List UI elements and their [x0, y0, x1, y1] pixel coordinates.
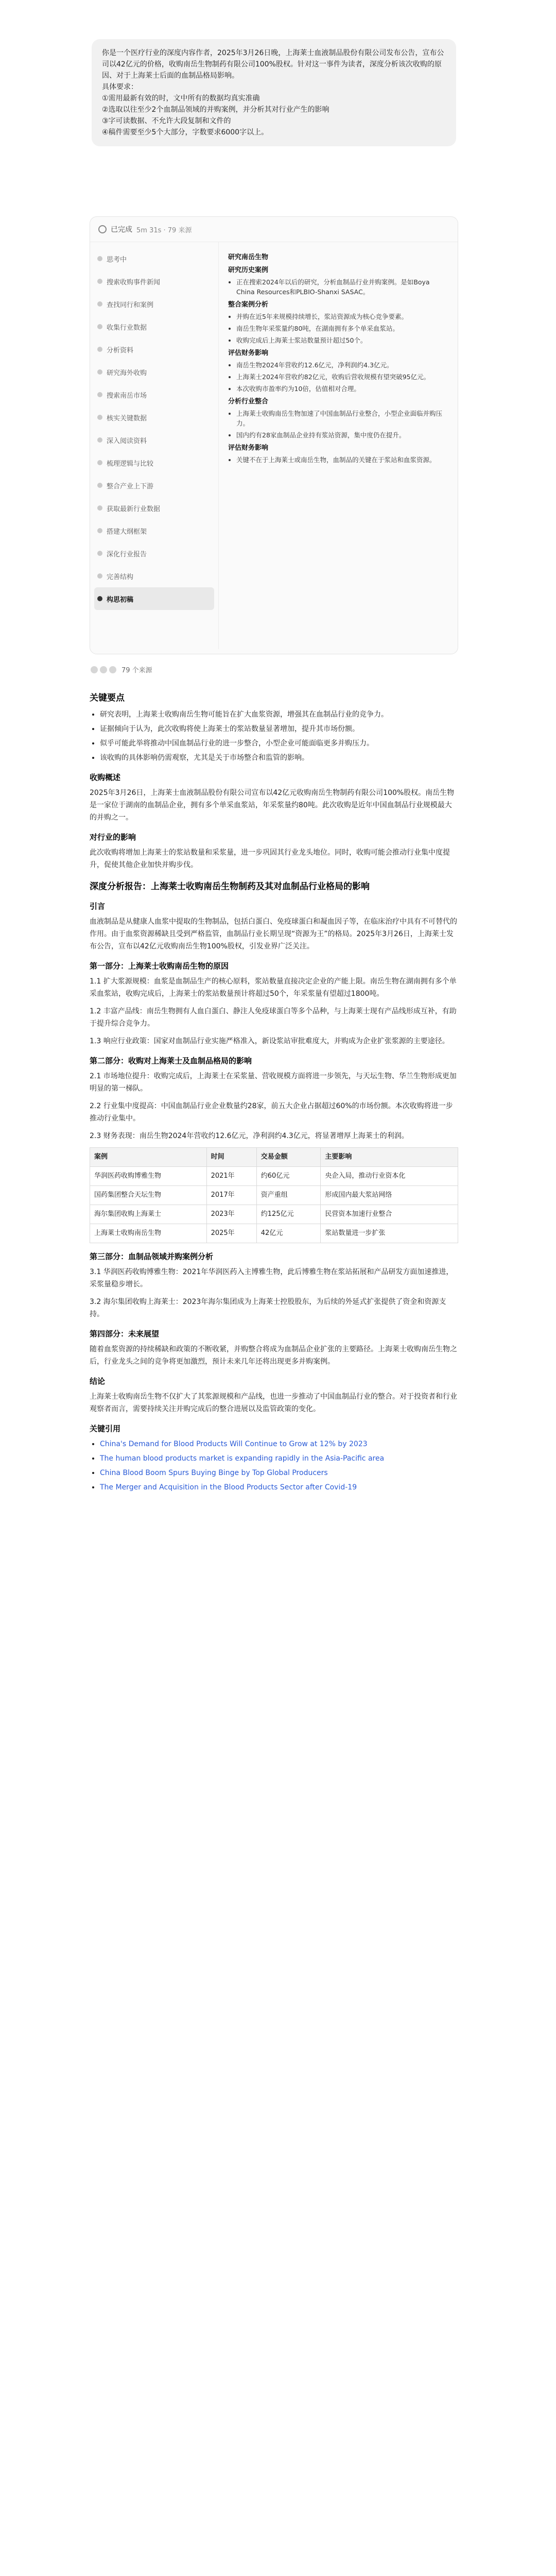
table-header-cell: 时间: [206, 1148, 256, 1167]
table-cell: 约60亿元: [256, 1167, 321, 1186]
part2-paragraph: 2.1 市场地位提升：收购完成后，上海莱士在采浆量、营收规模方面将进一步领先，与天坛生物、华兰生物形成更加明显的第一梯队。: [90, 1072, 457, 1093]
table-cell: 42亿元: [256, 1224, 321, 1243]
impact-text: 此次收购将增加上海莱士的浆站数量和采浆量，进一步巩固其行业龙头地位。同时，收购可能会推动行业集中度提升，促使其他企业加快并购步伐。: [90, 849, 450, 869]
step-dot-icon: [97, 301, 102, 307]
table-cell: 2025年: [206, 1224, 256, 1243]
table-row: [90, 1167, 458, 1186]
thinking-timer: 5m 31s · 79 来源: [136, 226, 192, 234]
thinking-step[interactable]: 搜索南岳市场: [94, 383, 214, 406]
table-cell: 华润医药收购博雅生物: [90, 1167, 207, 1186]
citation-link[interactable]: The human blood products market is expanding rapidly in the Asia-Pacific area: [100, 1454, 385, 1463]
detail-item: • 南岳生物2024年营收约12.6亿元，净利润约4.3亿元。: [236, 360, 448, 370]
table-row: [90, 1224, 458, 1243]
thinking-step[interactable]: 深化行业报告: [94, 542, 214, 565]
source-avatar: [108, 665, 117, 674]
citation-link[interactable]: China's Demand for Blood Products Will Continue to Grow at 12% by 2023: [100, 1440, 368, 1448]
source-avatar: [99, 665, 108, 674]
detail-item: • 关键不在于上海莱士或南岳生物，血制品的关键在于浆站和血浆资源。: [236, 455, 448, 465]
table-cell: 2023年: [206, 1205, 256, 1224]
report-title: 深度分析报告：上海莱士收购南岳生物制药及其对血制品行业格局的影响: [90, 882, 370, 892]
detail-heading: 研究历史案例: [228, 266, 269, 274]
step-dot-icon: [97, 279, 102, 284]
prompt-line: ③字可读数据、不允许大段复制和文件的: [102, 117, 231, 125]
thinking-steps-list: [90, 242, 219, 649]
prompt-line: ④稿件需要至少5个大部分，字数要求6000字以上。: [102, 128, 269, 137]
event-text: 2025年3月26日，上海莱士血液制品股份有限公司宣布以42亿元收购南岳生物制药有限公司100%股权。南岳生物是一家位于湖南的血制品企业，拥有多个单采血浆站，年采浆量约80吨。此次收购是近年中国血制品行业规模最大的并购之一。: [90, 789, 455, 822]
table-row: [90, 1205, 458, 1224]
thinking-step[interactable]: 核实关键数据: [94, 406, 214, 429]
citations-title: 关键引用: [90, 1424, 121, 1433]
intro-title: 引言: [90, 902, 106, 911]
key-point: • 似乎可能此举将推动中国血制品行业的进一步整合，小型企业可能面临更多并购压力。: [100, 737, 458, 750]
prompt-line: 具体要求：: [102, 83, 138, 91]
step-dot-icon: [97, 528, 102, 533]
table-cell: 资产重组: [256, 1186, 321, 1205]
step-dot-icon: [97, 415, 102, 420]
step-dot-icon: [97, 573, 102, 579]
table-cell: 2017年: [206, 1186, 256, 1205]
thinking-step[interactable]: 查找同行和案例: [94, 293, 214, 315]
thinking-step[interactable]: 思考中: [94, 247, 214, 270]
thinking-step[interactable]: 收集行业数据: [94, 315, 214, 338]
step-dot-icon: [97, 392, 102, 397]
detail-heading: 分析行业整合: [228, 398, 269, 405]
key-point: • 研究表明，上海莱士收购南岳生物可能旨在扩大血浆资源，增强其在血制品行业的竞争力。: [100, 708, 458, 721]
table-header-row: [90, 1148, 458, 1167]
intro-text: 血液制品是从健康人血浆中提取的生物制品，包括白蛋白、免疫球蛋白和凝血因子等，在临床治疗中具有不可替代的作用。由于血浆资源稀缺且受到严格监管，血制品行业长期呈现“资源为王”的格局。2025年3月26日，上海莱士发布公告，宣布以42亿元收购南岳生物100%股权，引发业界广泛关注。: [90, 918, 457, 951]
part2-title: 第二部分：收购对上海莱士及血制品格局的影响: [90, 1056, 252, 1065]
thinking-step[interactable]: 获取最新行业数据: [94, 497, 214, 519]
table-header-cell: 案例: [90, 1148, 207, 1167]
part4-text: 随着血浆资源的持续稀缺和政策的不断收紧，并购整合将成为血制品企业扩张的主要路径。上海莱士收购南岳生物之后，行业龙头之间的竞争将更加激烈，预计未来几年还将出现更多并购案例。: [90, 1345, 457, 1366]
step-dot-icon: [97, 256, 102, 261]
detail-item: • 国内约有28家血制品企业持有浆站资源，集中度仍在提升。: [236, 430, 448, 440]
thinking-step[interactable]: 完善结构: [94, 565, 214, 587]
detail-item: • 并购在近5年来规模持续增长，浆站资源成为核心竞争要素。: [236, 312, 448, 321]
step-dot-icon: [97, 551, 102, 556]
part3-paragraph: 3.1 华润医药收购博雅生物：2021年华润医药入主博雅生物，此后博雅生物在浆站拓展和产品研发方面加速推进，采浆量稳步增长。: [90, 1268, 454, 1289]
part3-title: 第三部分：血制品领域并购案例分析: [90, 1252, 214, 1261]
answer-body: [90, 683, 458, 1499]
table-cell: 民营资本加速行业整合: [321, 1205, 458, 1224]
thinking-step[interactable]: 分析资料: [94, 338, 214, 361]
sources-row[interactable]: [90, 665, 152, 674]
table-cell: 央企入局，推动行业资本化: [321, 1167, 458, 1186]
detail-item: • 收购完成后上海莱士浆站数量预计超过50个。: [236, 335, 448, 345]
detail-item: • 南岳生物年采浆量约80吨，在湖南拥有多个单采血浆站。: [236, 324, 448, 333]
table-cell: 国药集团整合天坛生物: [90, 1186, 207, 1205]
detail-title: 研究南岳生物: [228, 253, 269, 261]
table-header-cell: 主要影响: [321, 1148, 458, 1167]
table-cell: 形成国内最大浆站网络: [321, 1186, 458, 1205]
table-header-cell: 交易金额: [256, 1148, 321, 1167]
table-cell: 约125亿元: [256, 1205, 321, 1224]
conclusion-text: 上海莱士收购南岳生物不仅扩大了其浆源规模和产品线，也进一步推动了中国血制品行业的整合。对于投资者和行业观察者而言，需要持续关注并购完成后的整合进展以及监管政策的变化。: [90, 1393, 457, 1413]
thinking-step[interactable]: 搭建大纲框架: [94, 519, 214, 542]
part3-paragraph: 3.2 海尔集团收购上海莱士：2023年海尔集团成为上海莱士控股股东，为后续的外延式扩张提供了资金和资源支持。: [90, 1298, 446, 1318]
table-cell: 浆站数量进一步扩张: [321, 1224, 458, 1243]
part2-paragraph: 2.2 行业集中度提高：中国血制品行业企业数量约28家，前五大企业占据超过60%的市场份额。本次收购将进一步推动行业集中。: [90, 1102, 453, 1123]
thinking-step[interactable]: 整合产业上下游: [94, 474, 214, 497]
detail-heading: 整合案例分析: [228, 301, 269, 309]
step-dot-icon: [97, 505, 102, 511]
detail-item: • 正在搜索2024年以后的研究，分析血制品行业并购案例。是如Boya China Resources和PLBIO-Shanxi SASAC。: [236, 277, 448, 297]
thinking-status: 已完成: [111, 226, 132, 234]
prompt-line: ①需用最新有效的时，文中所有的数据均真实准确: [102, 94, 260, 103]
detail-heading: 评估财务影响: [228, 349, 269, 357]
thinking-step[interactable]: 搜索收购事件新闻: [94, 270, 214, 293]
conclusion-title: 结论: [90, 1377, 106, 1386]
detail-item: • 本次收购市盈率约为10倍，估值相对合理。: [236, 384, 448, 394]
detail-item: • 上海莱士2024年营收约82亿元，收购后营收规模有望突破95亿元。: [236, 372, 448, 382]
thinking-panel[interactable]: [90, 216, 458, 654]
detail-heading: 评估财务影响: [228, 444, 269, 452]
part1-paragraph: 1.2 丰富产品线：南岳生物拥有人血白蛋白、静注人免疫球蛋白等多个品种，与上海莱士现有产品线形成互补，有助于提升综合竞争力。: [90, 1007, 457, 1028]
step-dot-icon: [97, 369, 102, 375]
prompt-line: 你是一个医疗行业的深度内容作者，2025年3月26日晚，上海莱士血液制品股份有限公司发布公告，宣布公司以42亿元的价格，收购南岳生物制药有限公司100%股权。针对这一事件为读者，深度分析该次收购的原因、对于上海莱士后面的血制品格局影响。: [102, 49, 444, 80]
table-cell: 2021年: [206, 1167, 256, 1186]
step-dot-icon: [97, 437, 102, 443]
key-point: • 该收购的具体影响仍需观察，尤其是关于市场整合和监管的影响。: [100, 752, 458, 764]
step-dot-icon: [97, 596, 102, 601]
thinking-header[interactable]: [90, 217, 458, 242]
part4-title: 第四部分：未来展望: [90, 1329, 160, 1338]
part1-paragraph: 1.1 扩大浆源规模：血浆是血制品生产的核心原料，浆站数量直接决定企业的产能上限。南岳生物在湖南拥有多个单采血浆站，收购完成后，上海莱士的浆站数量预计将超过50个，年采浆量有望超过1800吨。: [90, 977, 457, 998]
prompt-line: ②选取以往至少2个血制品领域的并购案例，并分析其对行业产生的影响: [102, 106, 329, 114]
step-dot-icon: [97, 347, 102, 352]
thinking-step[interactable]: 研究海外收购: [94, 361, 214, 383]
table-row: [90, 1186, 458, 1205]
ma-cases-table: [90, 1147, 458, 1243]
citation-link[interactable]: China Blood Boom Spurs Buying Binge by Top Global Producers: [100, 1469, 328, 1477]
step-dot-icon: [97, 324, 102, 329]
step-dot-icon: [97, 483, 102, 488]
thinking-step[interactable]: 深入阅读资料: [94, 429, 214, 451]
event-title: 收购概述: [90, 773, 121, 782]
key-points-title: 关键要点: [90, 693, 125, 703]
thinking-detail: [219, 242, 458, 649]
citation-link[interactable]: The Merger and Acquisition in the Blood Products Sector after Covid-19: [100, 1483, 357, 1492]
user-prompt-bubble: [92, 39, 456, 146]
step-dot-icon: [97, 460, 102, 465]
part2-paragraph: 2.3 财务表现：南岳生物2024年营收约12.6亿元，净利润约4.3亿元，将显著增厚上海莱士的利润。: [90, 1132, 409, 1140]
part1-paragraph: 1.3 响应行业政策：国家对血制品行业实施严格准入，新设浆站审批难度大，并购成为企业扩张浆源的主要途径。: [90, 1037, 449, 1045]
table-cell: 上海莱士收购南岳生物: [90, 1224, 207, 1243]
thinking-step[interactable]: 梳理逻辑与比较: [94, 451, 214, 474]
table-cell: 海尔集团收购上海莱士: [90, 1205, 207, 1224]
sources-count: 79 个来源: [121, 667, 152, 674]
part1-title: 第一部分：上海莱士收购南岳生物的原因: [90, 961, 229, 971]
thinking-icon: [98, 225, 107, 233]
key-point: • 证据倾向于认为，此次收购将使上海莱士的浆站数量显著增加，提升其市场份额。: [100, 723, 458, 735]
thinking-step-active[interactable]: 构思初稿: [94, 587, 214, 610]
source-avatar: [90, 665, 99, 674]
impact-title: 对行业的影响: [90, 833, 136, 842]
detail-item: • 上海莱士收购南岳生物加速了中国血制品行业整合，小型企业面临并购压力。: [236, 409, 448, 428]
